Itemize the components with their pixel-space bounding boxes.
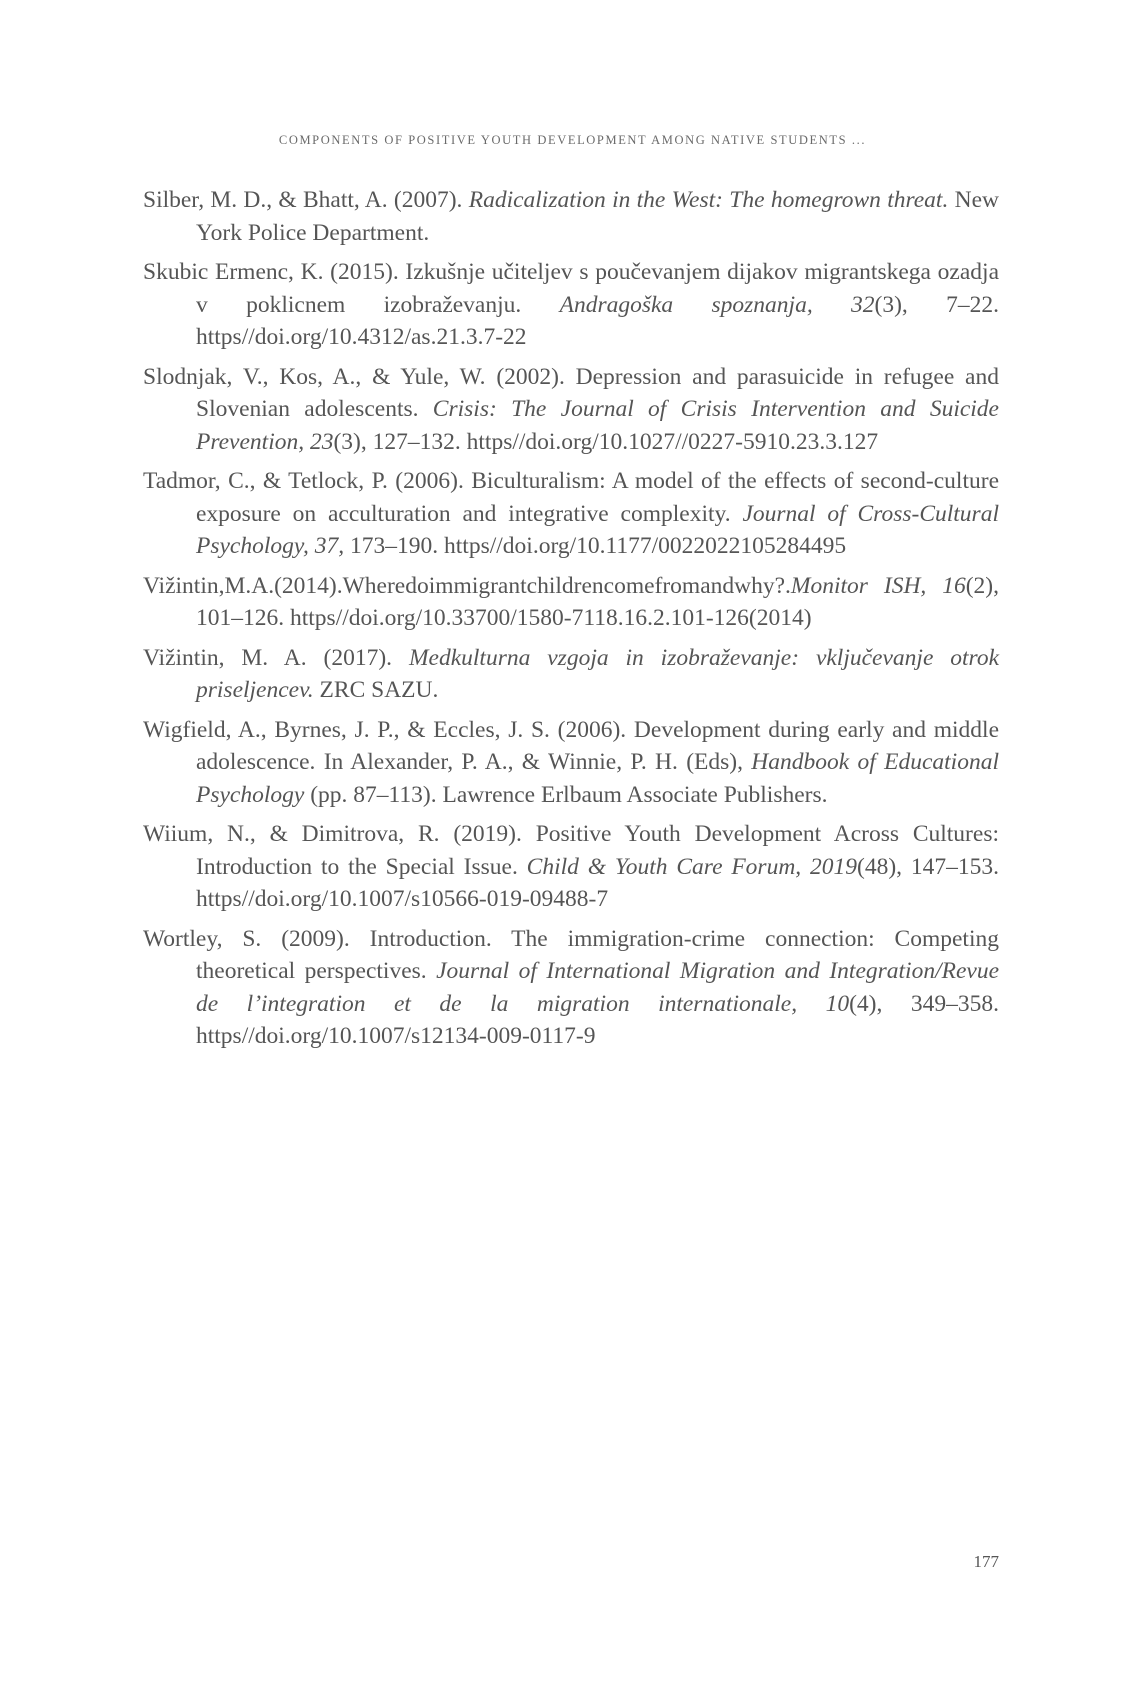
reference-entry — [143, 184, 999, 249]
reference-entry — [143, 923, 999, 1053]
reference-text: 173–190. https//doi.org/10.1177/0022022105284495 — [344, 533, 847, 559]
reference-text: ZRC SAZU. — [313, 677, 439, 703]
reference-entry — [143, 642, 999, 707]
reference-text: (3), 7–22. https//doi.org/10.4312/as.21.3.7-22 — [196, 291, 999, 350]
reference-italic-text: Radicalization in the West: The homegrown threat. — [468, 187, 949, 213]
reference-text: (4), 349–358. https//doi.org/10.1007/s12134-009-0117-9 — [196, 990, 999, 1049]
reference-italic-text: Journal of International Migration and Integration/Revue de l’integration et de la migration internationale, 10 — [196, 958, 1000, 1017]
reference-text: (pp. 87–113). Lawrence Erlbaum Associate Publishers. — [304, 781, 828, 808]
reference-text: Vižintin,M.A.(2014).Wheredoimmigrantchildrencomefromandwhy?. — [143, 572, 791, 599]
reference-entry — [143, 361, 999, 459]
reference-list — [143, 184, 999, 1060]
reference-italic-text: Medkulturna vzgoja in izobraževanje: vključevanje otrok priseljencev. — [196, 644, 1000, 703]
reference-italic-text: Child & Youth Care Forum, 2019 — [526, 853, 858, 880]
reference-text: Wiium, N., & Dimitrova, R. (2019). Positive Youth Development Across Cultures: Introduction to the Special Issue. — [143, 821, 999, 880]
reference-italic-text: Monitor ISH, 16 — [790, 572, 966, 599]
reference-text: New York Police Department. — [196, 187, 1000, 246]
reference-text: Wigfield, A., Byrnes, J. P., & Eccles, J. S. (2006). Development during early and middle adolescence. In Alexander, P. A., & Winnie, P. H. (Eds), — [143, 716, 999, 775]
reference-italic-text: Handbook of Educational Psychology — [196, 749, 999, 808]
reference-text: Tadmor, C., & Tetlock, P. (2006). Biculturalism: A model of the effects of second-culture exposure on acculturation and integrative complexity. — [143, 468, 999, 527]
reference-entry — [143, 256, 999, 354]
page-number: 177 — [973, 1552, 999, 1571]
reference-italic-text: Andragoška spoznanja, 32 — [559, 291, 875, 318]
reference-text: Wortley, S. (2009). Introduction. The immigration-crime connection: Competing theoretical perspectives. — [143, 925, 999, 984]
reference-text: Slodnjak, V., Kos, A., & Yule, W. (2002). Depression and parasuicide in refugee and Slovenian adolescents. — [143, 363, 999, 422]
reference-text: Vižintin, M. A. (2017). — [143, 644, 409, 671]
reference-text: (48), 147–153. https//doi.org/10.1007/s10566-019-09488-7 — [196, 853, 999, 912]
running-head: COMPONENTS OF POSITIVE YOUTH DEVELOPMENT AMONG NATIVE STUDENTS ... — [278, 133, 867, 147]
reference-text: Skubic Ermenc, K. (2015). Izkušnje učiteljev s poučevanjem dijakov migrantskega ozadja v poklicnem izobraževanju. — [143, 259, 999, 318]
reference-entry — [143, 714, 999, 812]
reference-text: Silber, M. D., & Bhatt, A. (2007). — [143, 187, 469, 213]
reference-entry — [143, 465, 999, 563]
reference-entry — [143, 818, 999, 916]
reference-text: (2), 101–126. https//doi.org/10.33700/1580-7118.16.2.101-126(2014) — [196, 572, 999, 631]
reference-italic-text: Crisis: The Journal of Crisis Intervention and Suicide Prevention, 23 — [196, 396, 999, 455]
reference-text: (3), 127–132. https//doi.org/10.1027//0227-5910.23.3.127 — [333, 428, 879, 455]
reference-entry — [143, 570, 999, 635]
reference-italic-text: Journal of Cross-Cultural Psychology, 37, — [196, 500, 999, 559]
